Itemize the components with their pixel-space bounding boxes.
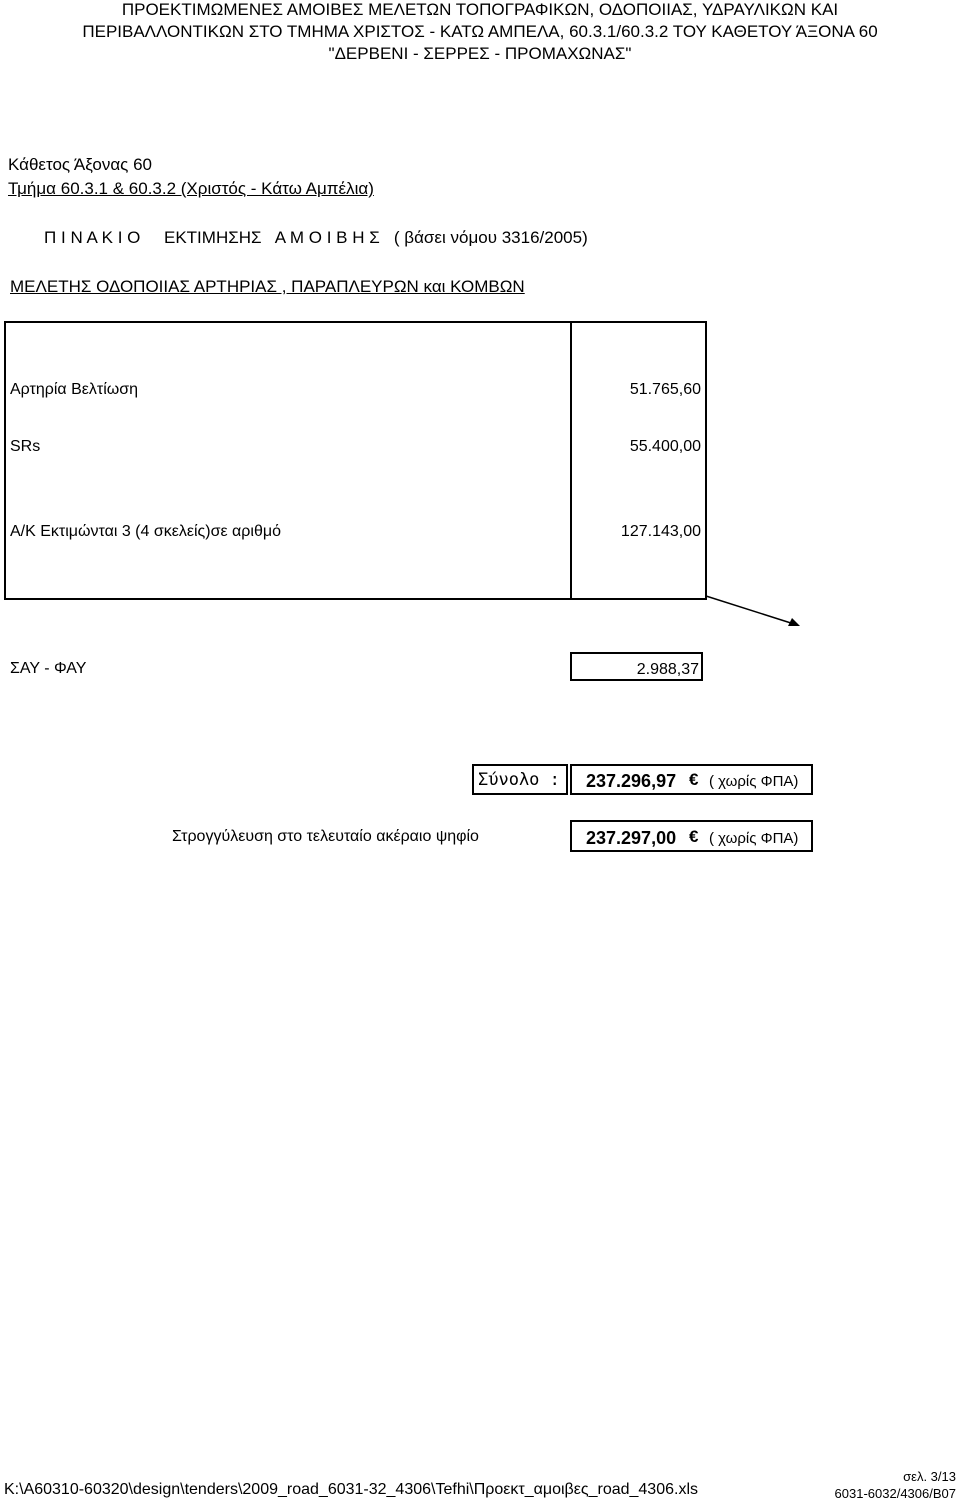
- axis-label: Κάθετος Άξονας 60: [8, 155, 153, 174]
- item-value-interchanges: 127.143,00: [620, 523, 701, 540]
- say-value-box: [570, 652, 703, 681]
- table-title: [44, 228, 588, 248]
- total-note: ( χωρίς ΦΠΑ): [709, 773, 799, 790]
- document-code: 6031-6032/4306/B07: [834, 1486, 956, 1501]
- file-path: K:\A60310-60320\design\tenders\2009_road_6031-32_4306\Tefhi\Προεκτ_αμοιβες_road_4306.xls: [4, 1481, 698, 1498]
- euro-icon: €: [689, 827, 699, 846]
- study-title: ΜΕΛΕΤΗΣ ΟΔΟΠΟΙΙΑΣ ΑΡΤΗΡΙΑΣ , ΠΑΡΑΠΛΕΥΡΩΝ και ΚΟΜΒΩΝ: [10, 277, 525, 296]
- total-value-box: [570, 764, 813, 795]
- header-line-3: "ΔΕΡΒΕΝΙ - ΣΕΡΡΕΣ - ΠΡΟΜΑΧΩΝΑΣ": [328, 44, 632, 63]
- say-value: 2.988,37: [636, 661, 699, 678]
- say-label: ΣΑΥ - ΦΑΥ: [10, 660, 87, 677]
- item-label-srs: SRs: [10, 438, 41, 455]
- rounded-note: ( χωρίς ΦΠΑ): [709, 830, 799, 847]
- item-label-interchanges: Α/Κ Εκτιμώνται 3 (4 σκελείς)σε αριθμό: [10, 523, 281, 540]
- pointer-arrow-icon: [700, 590, 810, 630]
- total-label: Σύνολο :: [478, 769, 560, 790]
- rounded-value: 237.297,00: [586, 828, 677, 848]
- rounded-label: Στρογγύλευση στο τελευταίο ακέραιο ψηφίο: [172, 828, 479, 845]
- page-number: σελ. 3/13: [903, 1469, 956, 1484]
- column-divider: [570, 323, 572, 598]
- section-label: Τμήμα 60.3.1 & 60.3.2 (Χριστός - Κάτω Αμπέλια): [8, 179, 374, 198]
- euro-icon: €: [689, 770, 699, 789]
- total-value: 237.296,97: [586, 771, 677, 791]
- title-part-1: Π Ι Ν Α Κ Ι Ο: [44, 228, 141, 247]
- rounded-value-box: [570, 820, 813, 852]
- items-table: [4, 321, 707, 600]
- title-part-3: Α Μ Ο Ι Β Η Σ: [274, 228, 380, 247]
- header-line-2: ΠΕΡΙΒΑΛΛΟΝΤΙΚΩΝ ΣΤΟ ΤΜΗΜΑ ΧΡΙΣΤΟΣ - ΚΑΤΩ ΑΜΠΕΛΑ, 60.3.1/60.3.2 ΤΟΥ ΚΑΘΕΤΟΥ ΆΞΟΝΑ 60: [82, 22, 878, 41]
- total-label-box: [472, 764, 568, 795]
- title-part-4: ( βάσει νόμου 3316/2005): [393, 228, 588, 247]
- item-value-srs: 55.400,00: [629, 438, 701, 455]
- title-part-2: ΕΚΤΙΜΗΣΗΣ: [164, 228, 262, 247]
- header-line-1: ΠΡΟΕΚΤΙΜΩΜΕΝΕΣ ΑΜΟΙΒΕΣ ΜΕΛΕΤΩΝ ΤΟΠΟΓΡΑΦΙΚΩΝ, ΟΔΟΠΟΙΙΑΣ, ΥΔΡΑΥΛΙΚΩΝ ΚΑΙ: [121, 0, 839, 19]
- item-label-arterial: Αρτηρία Βελτίωση: [10, 381, 139, 398]
- item-value-arterial: 51.765,60: [629, 381, 701, 398]
